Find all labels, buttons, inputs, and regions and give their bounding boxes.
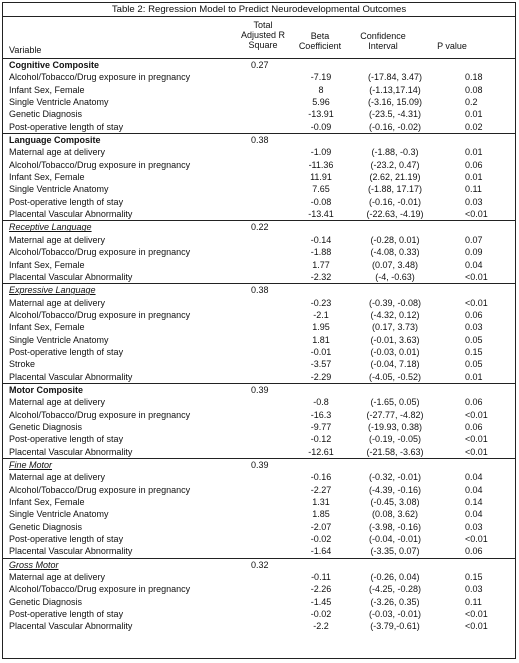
variable-name: Maternal age at delivery <box>9 234 106 245</box>
variable-name: Maternal age at delivery <box>9 472 106 483</box>
beta-coefficient: -2.27 <box>310 484 332 495</box>
confidence-interval: (-4.39, -0.16) <box>368 484 422 495</box>
variable-name: Genetic Diagnosis <box>9 596 83 607</box>
table-caption: Table 2: Regression Model to Predict Neurodevelopmental Outcomes <box>3 3 515 17</box>
p-value: 0.03 <box>465 322 483 333</box>
header-beta-coefficient <box>295 31 345 51</box>
p-value: 0.06 <box>465 546 483 557</box>
confidence-interval: (-0.03, 0.01) <box>370 346 420 357</box>
variable-name: Alcohol/Tobacco/Drug exposure in pregnancy <box>9 159 191 170</box>
confidence-interval: (-23.5, -4.31) <box>368 109 422 120</box>
confidence-interval: (-19.93, 0.38) <box>367 421 423 432</box>
p-value: 0.04 <box>465 472 483 483</box>
p-value: <0.01 <box>465 209 488 220</box>
table-row <box>3 346 515 358</box>
beta-coefficient: -0.16 <box>310 472 332 483</box>
adjusted-r-square-value: 0.22 <box>251 222 269 233</box>
variable-name: Alcohol/Tobacco/Drug exposure in pregnancy <box>9 247 191 258</box>
confidence-interval: (-0.39, -0.08) <box>368 297 422 308</box>
variable-name: Placental Vascular Abnormality <box>9 209 133 220</box>
p-value: <0.01 <box>465 446 488 457</box>
p-value: 0.04 <box>465 509 483 520</box>
confidence-interval: (2.62, 21.19) <box>369 172 421 183</box>
table-row <box>3 583 515 595</box>
beta-coefficient: -2.1 <box>313 309 329 320</box>
variable-name: Alcohol/Tobacco/Drug exposure in pregnancy <box>9 409 191 420</box>
table-row <box>3 159 515 171</box>
confidence-interval: (-0.28, 0.01) <box>370 234 420 245</box>
table-row <box>3 297 515 309</box>
p-value: <0.01 <box>465 409 488 420</box>
header-r2-line3: Square <box>248 40 278 50</box>
variable-name: Maternal age at delivery <box>9 147 106 158</box>
variable-name: Infant Sex, Female <box>9 84 85 95</box>
table-row <box>3 545 515 557</box>
variable-name: Placental Vascular Abnormality <box>9 446 133 457</box>
p-value: 0.04 <box>465 484 483 495</box>
confidence-interval: (-0.16, -0.02) <box>368 121 422 132</box>
p-value: 0.04 <box>465 259 483 270</box>
p-value: <0.01 <box>465 609 488 620</box>
table-row <box>3 84 515 96</box>
table-row <box>3 620 515 632</box>
beta-coefficient: -16.3 <box>310 409 332 420</box>
confidence-interval: (-17.84, 3.47) <box>367 72 423 83</box>
confidence-interval: (-3.79,-0.61) <box>370 621 420 632</box>
table-row <box>3 421 515 433</box>
p-value: <0.01 <box>465 297 488 308</box>
p-value: 0.18 <box>465 72 483 83</box>
p-value: 0.06 <box>465 159 483 170</box>
variable-name: Post-operative length of stay <box>9 434 124 445</box>
section-title: Cognitive Composite <box>9 60 100 70</box>
table-row <box>3 208 515 220</box>
table-row <box>3 146 515 158</box>
variable-name: Single Ventricle Anatomy <box>9 184 109 195</box>
beta-coefficient: -9.77 <box>310 421 332 432</box>
beta-coefficient: -11.36 <box>308 159 334 170</box>
table-row <box>3 334 515 346</box>
header-ci-line2: Interval <box>368 41 398 51</box>
section-header-row <box>3 458 515 471</box>
p-value: <0.01 <box>465 434 488 445</box>
beta-coefficient: -1.09 <box>310 147 332 158</box>
variable-name: Infant Sex, Female <box>9 322 85 333</box>
confidence-interval: (-3.98, -0.16) <box>368 521 422 532</box>
p-value: 0.05 <box>465 359 483 370</box>
section-title: Expressive Language <box>9 285 96 296</box>
confidence-interval: (-4.32, 0.12) <box>370 309 420 320</box>
confidence-interval: (-22.63, -4.19) <box>366 209 424 220</box>
beta-coefficient: -13.41 <box>308 209 334 220</box>
table-row <box>3 196 515 208</box>
beta-coefficient: -0.02 <box>310 609 332 620</box>
variable-name: Single Ventricle Anatomy <box>9 97 109 108</box>
section-header-row <box>3 59 515 71</box>
section-header-row <box>3 283 515 296</box>
table-body <box>3 59 515 633</box>
p-value: 0.07 <box>465 234 483 245</box>
beta-coefficient: 11.91 <box>310 172 332 183</box>
p-value: 0.01 <box>465 147 483 158</box>
variable-name: Genetic Diagnosis <box>9 521 83 532</box>
p-value: 0.03 <box>465 584 483 595</box>
beta-coefficient: -2.07 <box>310 521 332 532</box>
confidence-interval: (-23.2, 0.47) <box>370 159 420 170</box>
confidence-interval: (-0.26, 0.04) <box>370 572 420 583</box>
p-value: 0.06 <box>465 397 483 408</box>
beta-coefficient: -1.45 <box>310 596 332 607</box>
confidence-interval: (0.17, 3.73) <box>371 322 419 333</box>
header-r2-line1: Total <box>253 20 273 30</box>
variable-name: Alcohol/Tobacco/Drug exposure in pregnancy <box>9 584 191 595</box>
beta-coefficient: -0.08 <box>310 196 332 207</box>
confidence-interval: (-1.65, 0.05) <box>370 397 420 408</box>
beta-coefficient: 1.85 <box>312 509 330 520</box>
beta-coefficient: -0.11 <box>311 572 331 583</box>
variable-name: Post-operative length of stay <box>9 196 124 207</box>
p-value: 0.06 <box>465 421 483 432</box>
section-header-row <box>3 383 515 396</box>
variable-name: Genetic Diagnosis <box>9 109 83 120</box>
beta-coefficient: 1.77 <box>312 259 330 270</box>
beta-coefficient: -0.09 <box>310 121 332 132</box>
variable-name: Genetic Diagnosis <box>9 421 83 432</box>
confidence-interval: (-27.77, -4.82) <box>366 409 424 420</box>
p-value: 0.05 <box>465 334 483 345</box>
variable-name: Maternal age at delivery <box>9 397 106 408</box>
beta-coefficient: -0.12 <box>310 434 332 445</box>
section-header-row <box>3 133 515 146</box>
beta-coefficient: 7.65 <box>312 184 330 195</box>
beta-coefficient: -12.61 <box>308 446 334 457</box>
confidence-interval: (-3.16, 15.09) <box>367 97 423 108</box>
confidence-interval: (0.07, 3.48) <box>371 259 419 270</box>
table-row <box>3 108 515 120</box>
confidence-interval: (-1.88, -0.3) <box>371 147 419 158</box>
header-r2-line2: Adjusted R <box>240 30 286 40</box>
beta-coefficient: -1.64 <box>310 546 332 557</box>
confidence-interval: (-4.25, -0.28) <box>368 584 422 595</box>
beta-coefficient: -3.57 <box>310 359 332 370</box>
section-title: Motor Composite <box>9 384 83 395</box>
p-value: 0.03 <box>465 521 483 532</box>
p-value: 0.03 <box>465 196 483 207</box>
beta-coefficient: -2.26 <box>310 584 332 595</box>
p-value: 0.15 <box>465 346 483 357</box>
variable-name: Post-operative length of stay <box>9 609 124 620</box>
table-row <box>3 358 515 370</box>
table-row <box>3 71 515 83</box>
beta-coefficient: -13.91 <box>308 109 334 120</box>
p-value: 0.15 <box>465 572 483 583</box>
confidence-interval: (-4, -0.63) <box>375 271 415 282</box>
confidence-interval: (-0.16, -0.01) <box>368 196 422 207</box>
adjusted-r-square-value: 0.39 <box>251 460 269 470</box>
adjusted-r-square-value: 0.38 <box>251 285 269 296</box>
beta-coefficient: -0.23 <box>310 297 332 308</box>
beta-coefficient: -1.88 <box>310 247 332 258</box>
regression-table <box>2 2 516 659</box>
beta-coefficient: -7.19 <box>310 72 332 83</box>
variable-name: Post-operative length of stay <box>9 346 124 357</box>
beta-coefficient: -0.8 <box>313 397 329 408</box>
beta-coefficient: 8 <box>318 84 324 95</box>
p-value: <0.01 <box>465 621 488 632</box>
confidence-interval: (-0.01, 3.63) <box>370 334 420 345</box>
confidence-interval: (-3.35, 0.07) <box>370 546 420 557</box>
table-row <box>3 521 515 533</box>
beta-coefficient: -0.02 <box>310 534 332 545</box>
variable-name: Post-operative length of stay <box>9 534 124 545</box>
p-value: 0.2 <box>465 97 478 108</box>
beta-coefficient: 5.96 <box>312 97 330 108</box>
p-value: <0.01 <box>465 534 488 545</box>
table-row <box>3 446 515 458</box>
variable-name: Alcohol/Tobacco/Drug exposure in pregnancy <box>9 484 191 495</box>
table-row <box>3 246 515 258</box>
header-p-value: P value <box>437 41 467 51</box>
section-title: Fine Motor <box>9 460 53 470</box>
beta-coefficient: -0.01 <box>310 346 332 357</box>
variable-name: Maternal age at delivery <box>9 572 106 583</box>
confidence-interval: (-21.58, -3.63) <box>366 446 424 457</box>
confidence-interval: (-0.19, -0.05) <box>368 434 422 445</box>
p-value: 0.02 <box>465 121 483 132</box>
confidence-interval: (-3.26, 0.35) <box>370 596 420 607</box>
header-variable: Variable <box>9 45 42 55</box>
variable-name: Single Ventricle Anatomy <box>9 334 109 345</box>
p-value: 0.01 <box>465 172 483 183</box>
table-row <box>3 396 515 408</box>
section-title: Gross Motor <box>9 559 59 570</box>
section-title: Language Composite <box>9 135 101 146</box>
confidence-interval: (-0.03, -0.01) <box>368 609 422 620</box>
table-row <box>3 371 515 383</box>
beta-coefficient: -2.32 <box>310 271 332 282</box>
header-beta-line2: Coefficient <box>298 41 342 51</box>
beta-coefficient: -2.29 <box>310 371 332 382</box>
confidence-interval: (0.08, 3.62) <box>371 509 419 520</box>
section-header-row <box>3 558 515 571</box>
header-ci-line1: Confidence <box>360 31 406 41</box>
table-row <box>3 471 515 483</box>
p-value: 0.09 <box>465 247 483 258</box>
table-row <box>3 121 515 133</box>
beta-coefficient: -0.14 <box>310 234 332 245</box>
header-confidence-interval <box>353 31 413 51</box>
variable-name: Maternal age at delivery <box>9 297 106 308</box>
beta-coefficient: 1.31 <box>312 497 330 508</box>
variable-name: Placental Vascular Abnormality <box>9 546 133 557</box>
p-value: 0.11 <box>465 596 482 607</box>
confidence-interval: (-1.13,17.14) <box>369 84 421 95</box>
table-row <box>3 259 515 271</box>
table-row <box>3 271 515 283</box>
confidence-interval: (-4.05, -0.52) <box>368 371 422 382</box>
table-row <box>3 234 515 246</box>
variable-name: Infant Sex, Female <box>9 497 85 508</box>
variable-name: Alcohol/Tobacco/Drug exposure in pregnancy <box>9 72 191 83</box>
table-row <box>3 508 515 520</box>
table-row <box>3 596 515 608</box>
table-row <box>3 409 515 421</box>
variable-name: Placental Vascular Abnormality <box>9 271 133 282</box>
header-beta-line1: Beta <box>310 31 330 41</box>
table-row <box>3 433 515 445</box>
section-header-row <box>3 220 515 233</box>
table-row <box>3 171 515 183</box>
confidence-interval: (-0.04, 7.18) <box>370 359 420 370</box>
adjusted-r-square-value: 0.39 <box>251 384 269 395</box>
table-row <box>3 571 515 583</box>
confidence-interval: (-0.32, -0.01) <box>368 472 422 483</box>
variable-name: Alcohol/Tobacco/Drug exposure in pregnancy <box>9 309 191 320</box>
table-row <box>3 496 515 508</box>
adjusted-r-square-value: 0.38 <box>251 135 269 146</box>
adjusted-r-square-value: 0.32 <box>251 559 269 570</box>
adjusted-r-square-value: 0.27 <box>251 60 269 70</box>
p-value: 0.08 <box>465 84 483 95</box>
p-value: 0.01 <box>465 371 483 382</box>
table-row <box>3 321 515 333</box>
table-row <box>3 96 515 108</box>
section-title: Receptive Language <box>9 222 92 233</box>
variable-name: Single Ventricle Anatomy <box>9 509 109 520</box>
variable-name: Infant Sex, Female <box>9 172 85 183</box>
table-row <box>3 309 515 321</box>
variable-name: Placental Vascular Abnormality <box>9 621 133 632</box>
table-header <box>3 17 515 59</box>
confidence-interval: (-0.45, 3.08) <box>370 497 420 508</box>
confidence-interval: (-0.04, -0.01) <box>368 534 422 545</box>
variable-name: Infant Sex, Female <box>9 259 85 270</box>
beta-coefficient: 1.95 <box>312 322 330 333</box>
p-value: 0.11 <box>465 184 482 195</box>
variable-name: Placental Vascular Abnormality <box>9 371 133 382</box>
variable-name: Stroke <box>9 359 36 370</box>
table-row <box>3 484 515 496</box>
p-value: 0.14 <box>465 497 483 508</box>
variable-name: Post-operative length of stay <box>9 121 124 132</box>
table-row <box>3 533 515 545</box>
p-value: 0.06 <box>465 309 483 320</box>
table-row <box>3 608 515 620</box>
confidence-interval: (-4.08, 0.33) <box>370 247 420 258</box>
beta-coefficient: 1.81 <box>312 334 330 345</box>
header-adjusted-r-square <box>236 20 290 50</box>
table-row <box>3 183 515 195</box>
p-value: <0.01 <box>465 271 488 282</box>
beta-coefficient: -2.2 <box>313 621 329 632</box>
confidence-interval: (-1.88, 17.17) <box>367 184 423 195</box>
p-value: 0.01 <box>465 109 483 120</box>
